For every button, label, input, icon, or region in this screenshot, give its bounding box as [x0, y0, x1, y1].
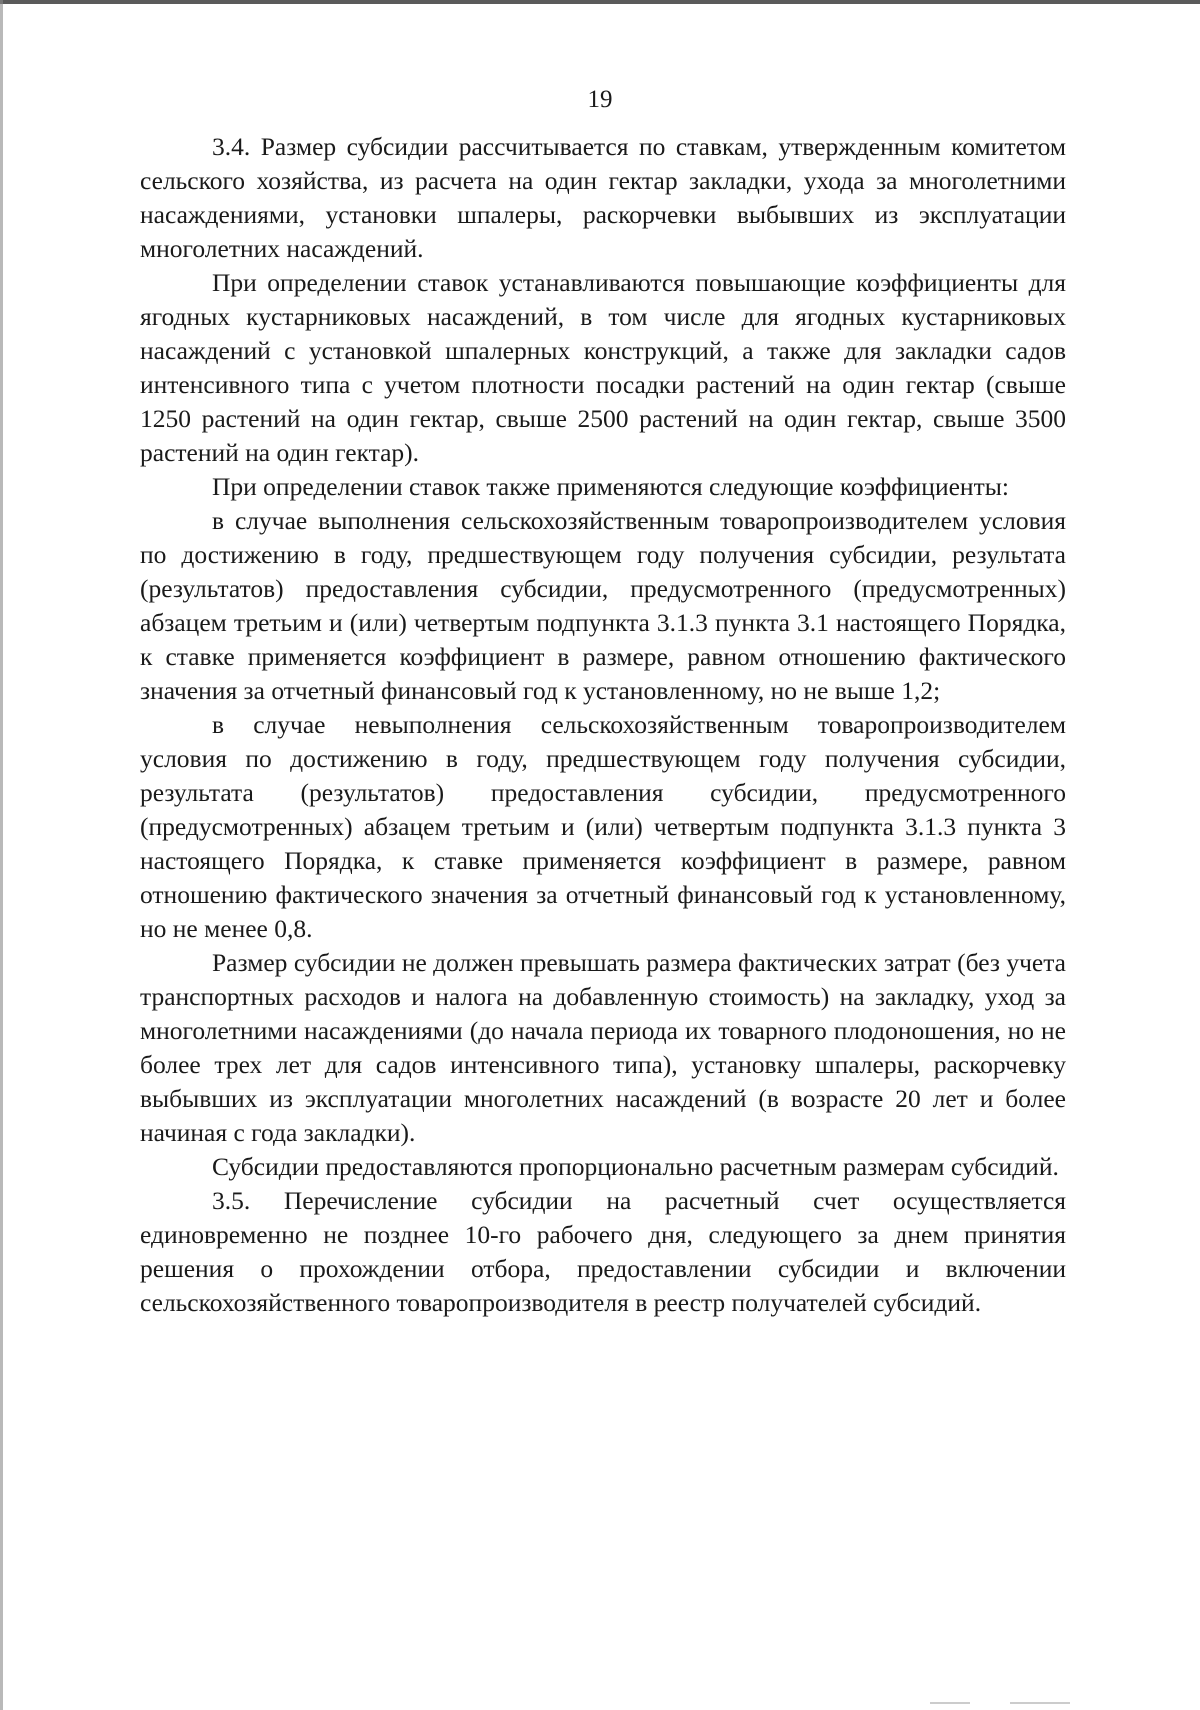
paragraph-fulfilment-case: в случае выполнения сельскохозяйственным товаропроизводителем условия по достижению в году, предшествующем году получения субсидии, результата (результатов) предоставления субсидии, предусмотренного (предусмотренных) абзацем третьим и (или) четвертым подпункта 3.1.3 пункта 3.1 настоящего Порядка, к ставке применяется коэффициент в размере, равном отношению фактического значения за отчетный финансовый год к установленному, но не выше 1,2;	[140, 506, 1066, 705]
paragraph-3-4: 3.4. Размер субсидии рассчитывается по ставкам, утвержденным комитетом сельского хозяйства, из расчета на один гектар закладки, ухода за многолетними насаждениями, установки шпалеры, раскорчевки выбывших из эксплуатации многолетних насаждений.	[140, 132, 1066, 263]
scan-noise-mark	[1010, 1702, 1070, 1704]
paragraph-proportional: Субсидии предоставляются пропорционально расчетным размерам субсидий.	[212, 1152, 1059, 1181]
paragraph-non-fulfilment-case: в случае невыполнения сельскохозяйственным товаропроизводителем условия по достижению в году, предшествующем году получения субсидии, результата (результатов) предоставления субсидии, предусмотренного (предусмотренных) абзацем третьим и (или) четвертым подпункта 3.1.3 пункта 3 настоящего Порядка, к ставке применяется коэффициент в размере, равном отношению фактического значения за отчетный финансовый год к установленному, но не менее 0,8.	[140, 710, 1066, 943]
scan-noise-mark	[930, 1702, 970, 1704]
document-body	[140, 130, 1066, 1320]
paragraph-coefficients-increase: При определении ставок устанавливаются повышающие коэффициенты для ягодных кустарниковых насаждений, в том числе для ягодных кустарниковых насаждений с установкой шпалерных конструкций, а также для закладки садов интенсивного типа с учетом плотности посадки растений на один гектар (свыше 1250 растений на один гектар, свыше 2500 растений на один гектар, свыше 3500 растений на один гектар).	[140, 268, 1066, 467]
scan-top-edge	[0, 0, 1200, 4]
paragraph-subsidy-limit: Размер субсидии не должен превышать размера фактических затрат (без учета транспортных расходов и налога на добавленную стоимость) на закладку, уход за многолетними насаждениями (до начала периода их товарного плодоношения, но не более трех лет для садов интенсивного типа), установку шпалеры, раскорчевку выбывших из эксплуатации многолетних насаждений (в возрасте 20 лет и более начиная с года закладки).	[140, 948, 1066, 1147]
paragraph-coefficients-apply: При определении ставок также применяются следующие коэффициенты:	[212, 472, 1009, 501]
paragraph-3-5: 3.5. Перечисление субсидии на расчетный счет осуществляется единовременно не позднее 10-го рабочего дня, следующего за днем принятия решения о прохождении отбора, предоставлении субсидии и включении сельскохозяйственного товаропроизводителя в реестр получателей субсидий.	[140, 1186, 1066, 1317]
scan-left-edge	[0, 0, 3, 1710]
page-number: 19	[587, 86, 613, 113]
